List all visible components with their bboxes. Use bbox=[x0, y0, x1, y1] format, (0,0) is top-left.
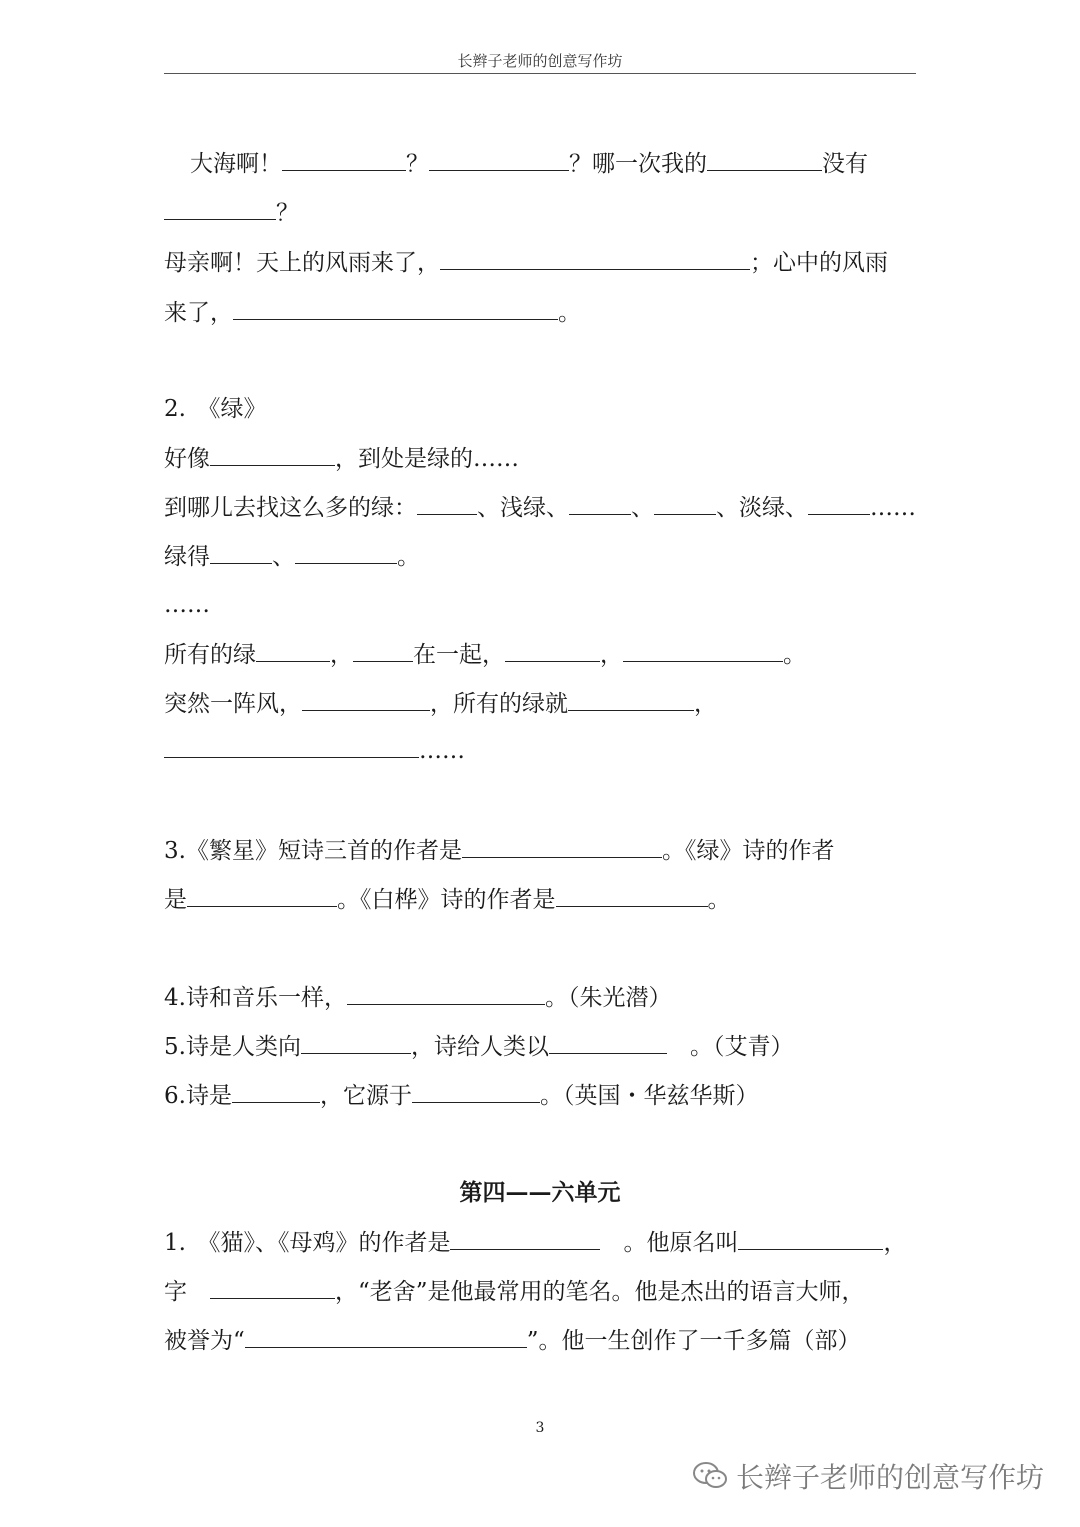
line-text: 。《绿》诗的作者 bbox=[661, 838, 835, 864]
fill-in-blank[interactable] bbox=[210, 1276, 335, 1299]
fill-in-blank[interactable] bbox=[282, 148, 406, 171]
line-text: 、浅绿、 bbox=[477, 495, 569, 521]
fill-in-blank[interactable] bbox=[808, 492, 870, 515]
line-text: 。《白桦》诗的作者是 bbox=[337, 887, 556, 913]
line-text: 4.诗和音乐一样， bbox=[164, 985, 347, 1011]
fill-in-blank[interactable] bbox=[707, 148, 822, 171]
line-text: ，所有的绿就 bbox=[430, 691, 568, 717]
fill-in-blank[interactable] bbox=[187, 884, 337, 907]
text-line bbox=[164, 247, 888, 278]
fill-in-blank[interactable] bbox=[569, 492, 631, 515]
text-line bbox=[164, 1080, 758, 1111]
fill-in-blank[interactable] bbox=[412, 1080, 540, 1103]
line-text: ”。他一生创作了一千多篇（部） bbox=[526, 1328, 861, 1354]
fill-in-blank[interactable] bbox=[210, 541, 272, 564]
text-line bbox=[164, 688, 717, 719]
line-text: ， bbox=[883, 1230, 907, 1256]
line-text: 。 bbox=[397, 544, 420, 570]
wechat-icon bbox=[692, 1461, 728, 1491]
line-text: …… bbox=[164, 592, 210, 618]
text-line bbox=[164, 394, 266, 424]
line-text: 、 bbox=[631, 495, 654, 521]
text-line bbox=[164, 884, 731, 915]
line-text: 到哪儿去找这么多的绿： bbox=[164, 495, 417, 521]
fill-in-blank[interactable] bbox=[210, 443, 335, 466]
fill-in-blank[interactable] bbox=[302, 688, 430, 711]
fill-in-blank[interactable] bbox=[301, 1031, 411, 1054]
fill-in-blank[interactable] bbox=[505, 639, 600, 662]
text-line bbox=[190, 148, 868, 179]
line-text: ，到处是绿的…… bbox=[335, 446, 519, 472]
watermark bbox=[692, 1456, 1044, 1496]
line-text: 。 bbox=[707, 887, 731, 913]
line-text: ？ bbox=[406, 151, 429, 177]
line-text: 2. 《绿》 bbox=[164, 396, 267, 422]
fill-in-blank[interactable] bbox=[295, 541, 397, 564]
section-title: 第四——六单元 bbox=[459, 1179, 621, 1206]
line-text: 。他原名叫 bbox=[600, 1230, 739, 1256]
line-text: 来了， bbox=[164, 300, 233, 326]
fill-in-blank[interactable] bbox=[245, 1325, 527, 1348]
line-text: 。 bbox=[783, 642, 806, 668]
fill-in-blank[interactable] bbox=[556, 884, 708, 907]
fill-in-blank[interactable] bbox=[256, 639, 330, 662]
fill-in-blank[interactable] bbox=[738, 1227, 883, 1250]
fill-in-blank[interactable] bbox=[440, 247, 750, 270]
line-text: ， bbox=[330, 642, 353, 668]
text-line bbox=[164, 541, 420, 572]
text-line bbox=[164, 835, 834, 866]
fill-in-blank[interactable] bbox=[353, 639, 413, 662]
line-text: 、淡绿、 bbox=[716, 495, 808, 521]
watermark-text: 长辫子老师的创意写作坊 bbox=[735, 1461, 1044, 1494]
line-text: ；心中的风雨 bbox=[750, 250, 888, 276]
line-text: 突然一阵风， bbox=[164, 691, 302, 717]
line-text: 。（朱光潜） bbox=[544, 985, 672, 1011]
line-text: ，“老舍”是他最常用的笔名。他是杰出的语言大师， bbox=[335, 1279, 865, 1305]
text-line bbox=[164, 735, 465, 766]
line-text: 好像 bbox=[164, 446, 210, 472]
line-text: 。（英国・华兹华斯） bbox=[539, 1083, 759, 1109]
text-line bbox=[164, 492, 916, 523]
line-text: 1. 《猫》、《母鸡》的作者是 bbox=[164, 1230, 451, 1256]
line-text: 被誉为“ bbox=[164, 1328, 245, 1354]
line-text: 3.《繁星》短诗三首的作者是 bbox=[164, 838, 462, 864]
line-text: 字 bbox=[164, 1279, 210, 1305]
text-line bbox=[164, 982, 671, 1013]
line-text: 是 bbox=[164, 887, 187, 913]
line-text: 、 bbox=[272, 544, 295, 570]
fill-in-blank[interactable] bbox=[568, 688, 694, 711]
fill-in-blank[interactable] bbox=[417, 492, 477, 515]
line-text: 母亲啊！天上的风雨来了， bbox=[164, 250, 440, 276]
line-text: 。 bbox=[558, 300, 581, 326]
fill-in-blank[interactable] bbox=[347, 982, 545, 1005]
line-text: ， bbox=[600, 642, 623, 668]
line-text: ？哪一次我的 bbox=[569, 151, 707, 177]
line-text: 没有 bbox=[822, 151, 868, 177]
fill-in-blank[interactable] bbox=[549, 1031, 667, 1054]
text-line bbox=[164, 1031, 793, 1062]
line-text: 。（艾青） bbox=[666, 1034, 794, 1060]
fill-in-blank[interactable] bbox=[450, 1227, 600, 1250]
text-line bbox=[164, 1276, 865, 1307]
fill-in-blank[interactable] bbox=[164, 197, 276, 220]
text-line bbox=[164, 197, 299, 228]
line-text: ？ bbox=[276, 200, 299, 226]
line-text: ，诗给人类以 bbox=[410, 1034, 549, 1060]
text-line bbox=[164, 639, 806, 670]
text-line bbox=[164, 1227, 906, 1258]
line-text: ，它源于 bbox=[319, 1083, 412, 1109]
text-line bbox=[164, 1325, 861, 1356]
line-text: 6.诗是 bbox=[164, 1083, 232, 1109]
line-text: 大海啊！ bbox=[190, 151, 282, 177]
line-text: 在一起， bbox=[413, 642, 505, 668]
line-text: 5.诗是人类向 bbox=[164, 1034, 301, 1060]
page-header: 长辫子老师的创意写作坊 bbox=[457, 52, 623, 70]
text-line bbox=[164, 443, 519, 474]
fill-in-blank[interactable] bbox=[233, 297, 558, 320]
line-text: ， bbox=[694, 691, 717, 717]
fill-in-blank[interactable] bbox=[623, 639, 783, 662]
line-text: 所有的绿 bbox=[164, 642, 256, 668]
text-line bbox=[164, 297, 581, 328]
fill-in-blank[interactable] bbox=[654, 492, 716, 515]
fill-in-blank[interactable] bbox=[429, 148, 569, 171]
page-number: 3 bbox=[535, 1420, 545, 1436]
fill-in-blank[interactable] bbox=[164, 735, 419, 758]
line-text: …… bbox=[419, 738, 465, 764]
text-line bbox=[164, 590, 210, 620]
line-text: …… bbox=[870, 495, 916, 521]
header-rule bbox=[164, 73, 916, 74]
fill-in-blank[interactable] bbox=[232, 1080, 320, 1103]
line-text: 绿得 bbox=[164, 544, 210, 570]
fill-in-blank[interactable] bbox=[462, 835, 662, 858]
